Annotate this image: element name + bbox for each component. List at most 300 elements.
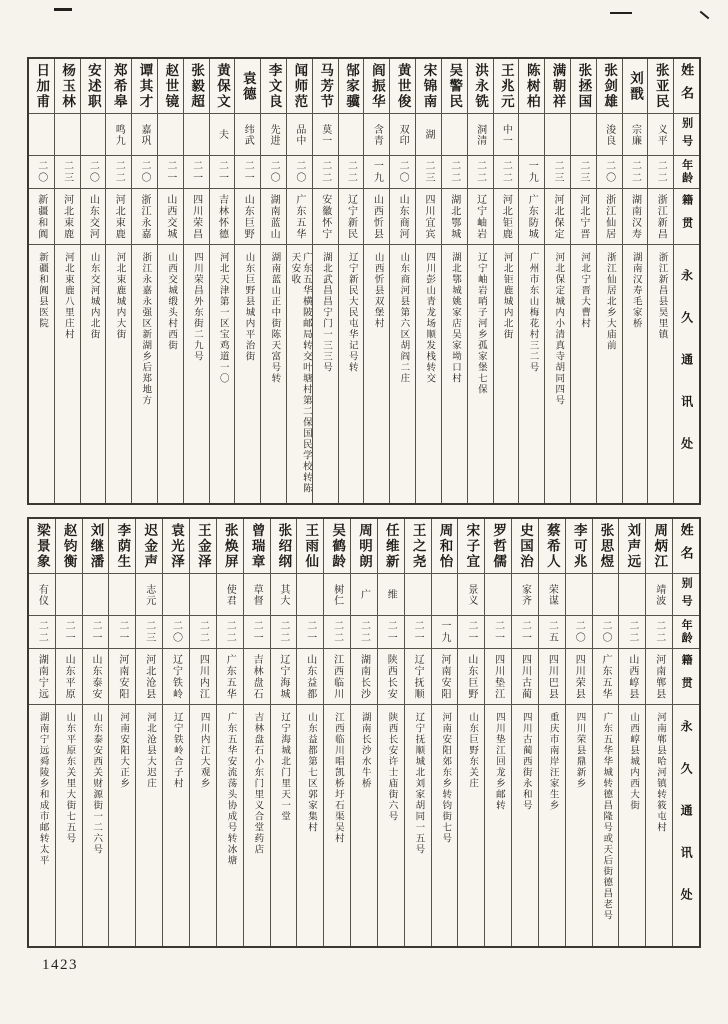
- person-age-cell: [390, 156, 415, 189]
- person-alias-cell: [351, 574, 377, 616]
- person-name: 张剑雄: [602, 62, 618, 110]
- person-native: 河北保定: [552, 193, 564, 240]
- person-column: [216, 519, 243, 946]
- person-native: 河北宁晋: [577, 193, 589, 240]
- row-label-address: 永久通讯处: [679, 268, 694, 479]
- person-alias-cell: [190, 574, 216, 616]
- person-address-cell: [158, 245, 183, 503]
- person-address: 山东交河城内北街: [88, 252, 99, 340]
- person-native-cell: [287, 189, 312, 245]
- person-native: 吉林怀德: [216, 193, 228, 240]
- person-address-cell: [190, 705, 216, 946]
- person-name: 王兆元: [498, 62, 514, 110]
- person-address: 河南安阳郊东乡转钧街七号: [440, 712, 451, 844]
- person-column: [570, 59, 596, 503]
- person-address: 河南郸县哈河镇转筱屯村: [654, 712, 665, 833]
- person-native: 广东五华: [224, 653, 236, 700]
- person-column: [493, 59, 519, 503]
- row-label-alias-cell: [673, 574, 699, 616]
- person-age: 二〇: [600, 620, 612, 644]
- person-alias-cell: [405, 574, 431, 616]
- person-name-cell: [313, 59, 338, 114]
- person-native: 浙江仙居: [603, 193, 615, 240]
- person-age-cell: [235, 156, 260, 189]
- person-column: [467, 59, 493, 503]
- person-name: 陈树柏: [524, 62, 540, 110]
- person-age-cell: [468, 156, 493, 189]
- person-alias-cell: [271, 574, 297, 616]
- person-age-cell: [405, 616, 431, 649]
- person-native-cell: [235, 189, 260, 245]
- person-column: [105, 59, 131, 503]
- person-name: 张焕屏: [222, 522, 238, 570]
- person-age: 二〇: [293, 160, 305, 184]
- person-alias: 双印: [397, 123, 409, 146]
- person-column: [647, 59, 673, 503]
- person-address-cell: [56, 705, 82, 946]
- person-age-cell: [56, 616, 82, 649]
- person-column: [363, 59, 389, 503]
- person-age: 二一: [242, 160, 254, 184]
- person-age-cell: [83, 616, 109, 649]
- person-alias-cell: [287, 114, 312, 156]
- person-alias: 浚良: [603, 123, 615, 146]
- person-age-cell: [545, 156, 570, 189]
- person-native: 辽宁岫岩: [474, 193, 486, 240]
- person-native-cell: [81, 189, 106, 245]
- person-alias: 使君: [224, 583, 236, 606]
- person-age: 二一: [216, 160, 228, 184]
- person-native: 山东交河: [87, 193, 99, 240]
- person-age: 二二: [197, 620, 209, 644]
- person-native: 浙江永嘉: [139, 193, 151, 240]
- person-native: 河北束鹿: [113, 193, 125, 240]
- person-age: 二二: [331, 620, 343, 644]
- person-name-cell: [106, 59, 131, 114]
- person-alias-cell: [485, 574, 511, 616]
- person-age-cell: [81, 156, 106, 189]
- person-native: 四川宜宾: [422, 193, 434, 240]
- person-name: 曾瑞章: [249, 522, 265, 570]
- person-age: 二五: [546, 620, 558, 644]
- person-name-cell: [390, 59, 415, 114]
- person-address-cell: [648, 245, 673, 503]
- person-name: 日加甫: [34, 62, 50, 110]
- person-age-cell: [619, 616, 645, 649]
- person-age: 二一: [519, 620, 531, 644]
- row-label-name-cell: [673, 519, 699, 574]
- person-native-cell: [55, 189, 80, 245]
- person-address-cell: [405, 705, 431, 946]
- person-native-cell: [190, 649, 216, 705]
- person-native: 河南郸县: [653, 653, 665, 700]
- person-alias-cell: [468, 114, 493, 156]
- person-native: 河南安阳: [438, 653, 450, 700]
- person-name: 赵世镜: [163, 62, 179, 110]
- person-alias: 义平: [655, 123, 667, 146]
- person-name: 吴鹤龄: [330, 522, 346, 570]
- person-age: 二〇: [35, 160, 47, 184]
- person-name-cell: [648, 59, 673, 114]
- person-age-cell: [158, 156, 183, 189]
- person-native-cell: [132, 189, 157, 245]
- person-name: 张拯国: [576, 62, 592, 110]
- person-age-cell: [324, 616, 350, 649]
- person-name-cell: [287, 59, 312, 114]
- person-native-cell: [519, 189, 544, 245]
- person-age-cell: [648, 156, 673, 189]
- person-address-cell: [217, 705, 243, 946]
- person-alias-cell: [244, 574, 270, 616]
- person-address: 河北钜鹿城内北街: [501, 252, 512, 340]
- person-age: 二三: [577, 160, 589, 184]
- person-age-cell: [136, 616, 162, 649]
- person-alias-cell: [339, 114, 364, 156]
- person-age-cell: [364, 156, 389, 189]
- person-name-cell: [109, 519, 135, 574]
- person-column: [29, 59, 54, 503]
- person-native-cell: [364, 189, 389, 245]
- person-native-cell: [339, 189, 364, 245]
- person-alias-cell: [390, 114, 415, 156]
- person-address-cell: [545, 245, 570, 503]
- person-address: 辽宁海城北门里天一堂: [279, 712, 290, 822]
- person-name-cell: [494, 59, 519, 114]
- person-name: 杨玉林: [60, 62, 76, 110]
- person-name-cell: [29, 59, 54, 114]
- person-alias: 夫: [216, 129, 228, 140]
- person-column: [415, 59, 441, 503]
- person-column: [457, 519, 484, 946]
- person-name: 郑希皋: [111, 62, 127, 110]
- person-age: 二三: [61, 160, 73, 184]
- person-native: 山西交城: [164, 193, 176, 240]
- person-name: 史国治: [518, 522, 534, 570]
- person-age: 二二: [319, 160, 331, 184]
- person-age-cell: [217, 616, 243, 649]
- person-name: 宋锦南: [421, 62, 437, 110]
- person-alias-cell: [163, 574, 189, 616]
- person-address-cell: [442, 245, 467, 503]
- person-native-cell: [390, 189, 415, 245]
- person-name-cell: [593, 519, 619, 574]
- person-native-cell: [351, 649, 377, 705]
- person-native-cell: [210, 189, 235, 245]
- person-column: [323, 519, 350, 946]
- person-address-cell: [623, 245, 648, 503]
- person-native: 陕西长安: [385, 653, 397, 700]
- person-age: 二二: [358, 620, 370, 644]
- person-name: 张绍纲: [276, 522, 292, 570]
- person-alias-cell: [593, 574, 619, 616]
- person-column: [441, 59, 467, 503]
- person-native-cell: [163, 649, 189, 705]
- person-age: 二一: [251, 620, 263, 644]
- person-address: 广东五华安流荡头协成号转冰塘: [225, 712, 236, 866]
- person-native-cell: [56, 649, 82, 705]
- person-native-cell: [485, 649, 511, 705]
- person-alias-cell: [623, 114, 648, 156]
- person-name: 迟金声: [142, 522, 158, 570]
- person-alias-cell: [442, 114, 467, 156]
- person-age-cell: [163, 616, 189, 649]
- person-name-cell: [29, 519, 55, 574]
- person-name-cell: [190, 519, 216, 574]
- person-address-cell: [485, 705, 511, 946]
- person-name-cell: [646, 519, 672, 574]
- person-address: 辽宁抚顺城北刘家胡同一五号: [413, 712, 424, 855]
- person-address-cell: [261, 245, 286, 503]
- person-column: [29, 519, 55, 946]
- person-age: 二一: [164, 160, 176, 184]
- person-column: [596, 59, 622, 503]
- person-alias-cell: [235, 114, 260, 156]
- person-native-cell: [623, 189, 648, 245]
- person-name: 赵钧衡: [61, 522, 77, 570]
- person-name: 满朝祥: [550, 62, 566, 110]
- person-name-cell: [442, 59, 467, 114]
- person-age-cell: [29, 616, 55, 649]
- person-alias-cell: [313, 114, 338, 156]
- person-name-cell: [545, 59, 570, 114]
- person-name-cell: [55, 59, 80, 114]
- person-age: 二一: [385, 620, 397, 644]
- person-alias: 嘉巩: [139, 123, 151, 146]
- person-column: [484, 519, 511, 946]
- person-native: 山西崞县: [626, 653, 638, 700]
- person-address-cell: [324, 705, 350, 946]
- person-address: 四川内江大观乡: [198, 712, 209, 789]
- person-native-cell: [646, 649, 672, 705]
- person-alias-cell: [210, 114, 235, 156]
- row-label-native: 籍贯: [680, 653, 693, 700]
- person-column: [260, 59, 286, 503]
- person-age: 二三: [552, 160, 564, 184]
- person-age: 二一: [90, 620, 102, 644]
- person-address: 辽宁新民大民屯华记号转: [346, 252, 357, 373]
- person-native: 湖南宁远: [36, 653, 48, 700]
- person-alias: 荣谋: [546, 583, 558, 606]
- person-alias-cell: [261, 114, 286, 156]
- person-native: 山西忻县: [371, 193, 383, 240]
- person-name-cell: [244, 519, 270, 574]
- person-native: 吉林盘石: [251, 653, 263, 700]
- person-column: [131, 59, 157, 503]
- person-alias-cell: [458, 574, 484, 616]
- person-alias-cell: [158, 114, 183, 156]
- person-name: 周和怡: [437, 522, 453, 570]
- person-name: 王之尧: [410, 522, 426, 570]
- row-label-native: 籍贯: [680, 193, 693, 240]
- person-native-cell: [468, 189, 493, 245]
- person-age-cell: [646, 616, 672, 649]
- person-age-cell: [539, 616, 565, 649]
- person-address: 山东巨野东关庄: [467, 712, 478, 789]
- person-native: 广东防城: [526, 193, 538, 240]
- person-address: 山东商河县第六区胡阎二庄: [398, 252, 409, 384]
- person-address: 河北束鹿城内大街: [114, 252, 125, 340]
- person-age: 一九: [371, 160, 383, 184]
- person-address-cell: [351, 705, 377, 946]
- person-native-cell: [545, 189, 570, 245]
- directory-table-lower: [27, 517, 701, 948]
- person-native-cell: [271, 649, 297, 705]
- person-alias-cell: [519, 114, 544, 156]
- person-native-cell: [458, 649, 484, 705]
- row-label-age-cell: [673, 616, 699, 649]
- person-native: 四川巴县: [546, 653, 558, 700]
- person-address: 浙江仙居北乡大庙前: [604, 252, 615, 351]
- row-label-address: 永久通讯处: [679, 720, 694, 930]
- person-address: 辽宁岫岩哨子河乡孤家堡七保: [475, 252, 486, 395]
- person-age-cell: [109, 616, 135, 649]
- person-native-cell: [244, 649, 270, 705]
- registration-mark-icon: [610, 12, 632, 14]
- person-name: 阎振华: [369, 62, 385, 110]
- person-name-cell: [378, 519, 404, 574]
- person-native-cell: [83, 649, 109, 705]
- person-name: 王金泽: [195, 522, 211, 570]
- person-address-cell: [597, 245, 622, 503]
- person-name-cell: [83, 519, 109, 574]
- person-native-cell: [29, 189, 54, 245]
- person-native: 辽宁海城: [277, 653, 289, 700]
- person-alias-cell: [571, 114, 596, 156]
- person-address: 山西交城缎头村西街: [166, 252, 177, 351]
- row-label-age: 年龄: [680, 619, 693, 645]
- person-address: 新疆和阗县医院: [37, 252, 48, 329]
- person-name: 袁德: [240, 70, 256, 102]
- person-name-cell: [184, 59, 209, 114]
- person-column: [431, 519, 458, 946]
- person-address: 陕西长安许士庙街六号: [386, 712, 397, 822]
- person-column: [54, 59, 80, 503]
- person-native: 广东五华: [293, 193, 305, 240]
- person-age: 二二: [629, 160, 641, 184]
- person-name: 罗哲儒: [491, 522, 507, 570]
- person-age: 二二: [655, 160, 667, 184]
- person-address-cell: [593, 705, 619, 946]
- person-name-cell: [566, 519, 592, 574]
- person-address: 广东五华横陂邮局转交叶塘村第二保国民学校转陈天安收: [289, 252, 311, 494]
- person-alias-cell: [106, 114, 131, 156]
- page-number: 1423: [42, 957, 78, 973]
- person-alias: 家齐: [519, 583, 531, 606]
- person-name: 张思煜: [598, 522, 614, 570]
- person-native: 江西临川: [331, 653, 343, 700]
- person-native: 山东巨野: [242, 193, 254, 240]
- person-name-cell: [623, 59, 648, 114]
- person-address-cell: [339, 245, 364, 503]
- person-name-cell: [324, 519, 350, 574]
- person-name-cell: [405, 519, 431, 574]
- person-address: 山东泰安西关财源街一二六号: [91, 712, 102, 855]
- person-name: 刘声远: [625, 522, 641, 570]
- person-name: 马芳节: [318, 62, 334, 110]
- person-address: 湖北鄂城姚家店吴家坳口村: [450, 252, 461, 384]
- person-alias-cell: [648, 114, 673, 156]
- person-age: 二〇: [573, 620, 585, 644]
- person-native-cell: [512, 649, 538, 705]
- person-name: 李可兆: [571, 522, 587, 570]
- person-address: 浙江新昌县昊里镇: [656, 252, 667, 340]
- person-native-cell: [324, 649, 350, 705]
- person-address-cell: [519, 245, 544, 503]
- person-alias-cell: [29, 114, 54, 156]
- person-name: 蔡希人: [544, 522, 560, 570]
- person-name: 梁景象: [34, 522, 50, 570]
- person-native: 山东益都: [304, 653, 316, 700]
- person-address-cell: [271, 705, 297, 946]
- person-age-cell: [29, 156, 54, 189]
- person-address-cell: [109, 705, 135, 946]
- person-address: 辽宁铁岭合子村: [171, 712, 182, 789]
- person-name: 周炳江: [652, 522, 668, 570]
- person-address-cell: [163, 705, 189, 946]
- person-address: 河南安阳大正乡: [118, 712, 129, 789]
- person-native: 山东商河: [397, 193, 409, 240]
- person-alias: 靖波: [653, 583, 665, 606]
- person-alias-cell: [539, 574, 565, 616]
- person-address-cell: [81, 245, 106, 503]
- person-native: 湖南蓝山: [268, 193, 280, 240]
- person-name: 宋子宜: [464, 522, 480, 570]
- person-age-cell: [519, 156, 544, 189]
- person-alias: 草督: [251, 583, 263, 606]
- row-label-name: 姓名: [678, 523, 694, 569]
- person-native-cell: [313, 189, 338, 245]
- person-address-cell: [287, 245, 312, 503]
- person-name-cell: [519, 59, 544, 114]
- person-alias-cell: [566, 574, 592, 616]
- person-column: [338, 59, 364, 503]
- person-age-cell: [184, 156, 209, 189]
- row-label-alias-cell: [674, 114, 699, 156]
- person-age-cell: [416, 156, 441, 189]
- person-native-cell: [136, 649, 162, 705]
- person-address-cell: [378, 705, 404, 946]
- row-header-column: [673, 59, 699, 503]
- person-address-cell: [539, 705, 565, 946]
- person-name-cell: [136, 519, 162, 574]
- person-age: 二一: [190, 160, 202, 184]
- person-column: [377, 519, 404, 946]
- person-address: 江西临川唱凯桥圩石渠吴村: [332, 712, 343, 844]
- person-native-cell: [494, 189, 519, 245]
- person-alias-cell: [416, 114, 441, 156]
- person-age: 二二: [36, 620, 48, 644]
- person-alias-cell: [132, 114, 157, 156]
- person-column: [162, 519, 189, 946]
- person-alias: 中一: [500, 123, 512, 146]
- person-address-cell: [494, 245, 519, 503]
- person-alias-cell: [512, 574, 538, 616]
- person-age-cell: [351, 616, 377, 649]
- person-name: 李文良: [266, 62, 282, 110]
- row-label-address-cell: [673, 705, 699, 946]
- person-name: 谭其才: [137, 62, 153, 110]
- person-native-cell: [566, 649, 592, 705]
- row-label-alias: 别号: [680, 576, 693, 613]
- person-age: 二二: [474, 160, 486, 184]
- person-address: 广东五华华城转德昌隆号或天后街德昌老号: [601, 712, 612, 921]
- person-column: [538, 519, 565, 946]
- row-label-name-cell: [674, 59, 699, 114]
- person-address-cell: [132, 245, 157, 503]
- person-alias-cell: [55, 114, 80, 156]
- person-age: 二一: [304, 620, 316, 644]
- person-address: 湖南蓝山正中街陈天富号转: [269, 252, 280, 384]
